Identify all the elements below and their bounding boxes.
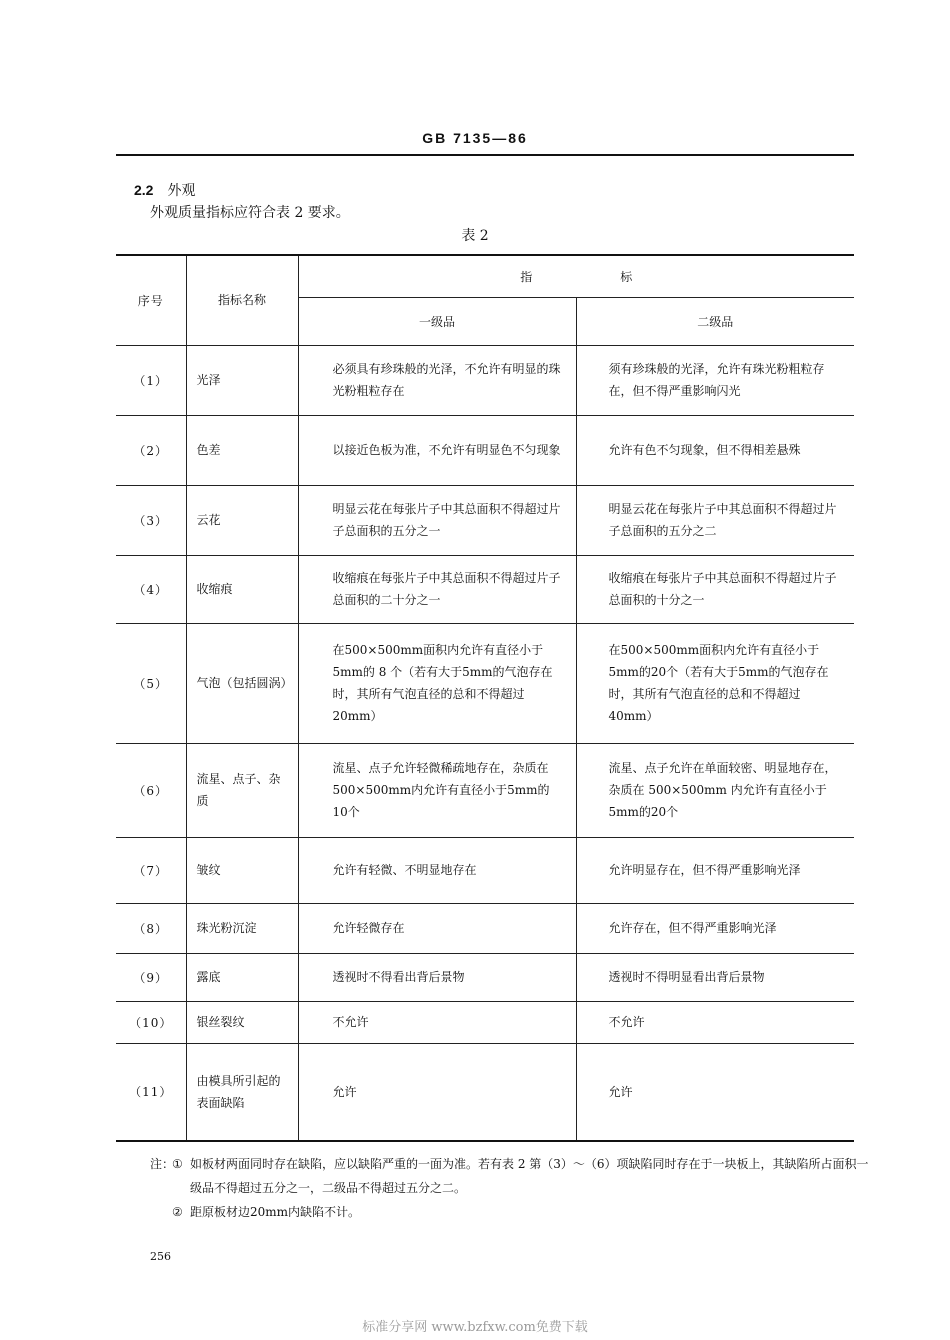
table-row	[116, 415, 854, 485]
row-grade1: 明显云花在每张片子中其总面积不得超过片子总面积的五分之一	[298, 485, 576, 555]
table-row	[116, 903, 854, 953]
note-item	[150, 1200, 880, 1224]
table-row	[116, 485, 854, 555]
row-grade2: 流星、点子允许在单面较密、明显地存在，杂质在 500×500mm 内允许有直径小于5mm的20个	[576, 743, 854, 837]
row-grade1: 不允许	[298, 1001, 576, 1043]
appearance-quality-table	[116, 254, 854, 1142]
table-notes	[150, 1152, 880, 1224]
row-name: 光泽	[186, 345, 298, 415]
row-grade2: 须有珍珠般的光泽，允许有珠光粉粗粒存在，但不得严重影响闪光	[576, 345, 854, 415]
row-number: （1）	[116, 345, 186, 415]
section-text: 外观质量指标应符合表 2 要求。	[150, 205, 350, 221]
row-number: （3）	[116, 485, 186, 555]
row-number: （11）	[116, 1043, 186, 1141]
row-name: 露底	[186, 953, 298, 1001]
table-row	[116, 555, 854, 623]
standard-code-header: GB 7135—86	[422, 130, 528, 146]
row-name: 流星、点子、杂质	[186, 743, 298, 837]
row-grade2: 允许有色不匀现象，但不得相差悬殊	[576, 415, 854, 485]
row-number: （5）	[116, 623, 186, 743]
row-grade1: 必须具有珍珠般的光泽，不允许有明显的珠光粉粗粒存在	[298, 345, 576, 415]
row-number: （6）	[116, 743, 186, 837]
header-grade1: 一级品	[298, 297, 576, 345]
row-name: 皱纹	[186, 837, 298, 903]
row-grade2: 明显云花在每张片子中其总面积不得超过片子总面积的五分之二	[576, 485, 854, 555]
row-grade1: 透视时不得看出背后景物	[298, 953, 576, 1001]
header-indicator-left: 指	[520, 269, 533, 284]
row-grade2: 收缩痕在每张片子中其总面积不得超过片子总面积的十分之一	[576, 555, 854, 623]
row-name: 色差	[186, 415, 298, 485]
note-text: 距原板材边20mm内缺陷不计。	[190, 1205, 361, 1219]
row-grade1: 以接近色板为准，不允许有明显色不匀现象	[298, 415, 576, 485]
header-rule	[116, 154, 854, 156]
row-number: （7）	[116, 837, 186, 903]
row-number: （2）	[116, 415, 186, 485]
row-grade2: 允许	[576, 1043, 854, 1141]
row-name: 由模具所引起的表面缺陷	[186, 1043, 298, 1141]
row-grade2: 在500×500mm面积内允许有直径小于5mm的20个（若有大于5mm的气泡存在时，其所有气泡直径的总和不得超过40mm）	[576, 623, 854, 743]
note-label: 注：	[150, 1157, 175, 1171]
row-grade1: 允许轻微存在	[298, 903, 576, 953]
row-number: （9）	[116, 953, 186, 1001]
row-name: 收缩痕	[186, 555, 298, 623]
note-item	[150, 1152, 880, 1200]
row-grade1: 在500×500mm面积内允许有直径小于5mm的 8 个（若有大于5mm的气泡存在时，其所有气泡直径的总和不得超过20mm）	[298, 623, 576, 743]
row-name: 珠光粉沉淀	[186, 903, 298, 953]
header-indicator-right: 标	[620, 269, 633, 284]
header-name: 指标名称	[186, 255, 298, 345]
row-name: 银丝裂纹	[186, 1001, 298, 1043]
row-grade2: 允许明显存在，但不得严重影响光泽	[576, 837, 854, 903]
row-number: （8）	[116, 903, 186, 953]
row-name: 气泡（包括圆涡）	[186, 623, 298, 743]
header-grade2: 二级品	[576, 297, 854, 345]
table-row	[116, 953, 854, 1001]
note-text: 如板材两面同时存在缺陷，应以缺陷严重的一面为准。若有表 2 第（3）～（6）项缺陷同时存在于一块板上，其缺陷所占面积一级品不得超过五分之一，二级品不得超过五分之二。	[190, 1157, 869, 1195]
row-grade2: 透视时不得明显看出背后景物	[576, 953, 854, 1001]
row-grade2: 不允许	[576, 1001, 854, 1043]
header-seq: 序号	[116, 255, 186, 345]
row-grade1: 允许有轻微、不明显地存在	[298, 837, 576, 903]
table-row	[116, 345, 854, 415]
table-row	[116, 1043, 854, 1141]
row-grade1: 允许	[298, 1043, 576, 1141]
section-number: 2.2	[134, 182, 154, 198]
header-indicator	[298, 255, 854, 297]
row-grade1: 流星、点子允许轻微稀疏地存在，杂质在500×500mm内允许有直径小于5mm的10个	[298, 743, 576, 837]
table-row	[116, 837, 854, 903]
table-row	[116, 1001, 854, 1043]
note-mark: ①	[172, 1157, 183, 1171]
row-grade1: 收缩痕在每张片子中其总面积不得超过片子总面积的二十分之一	[298, 555, 576, 623]
table-row	[116, 623, 854, 743]
table-row	[116, 743, 854, 837]
watermark: 标准分享网 www.bzfxw.com免费下载	[362, 1320, 588, 1335]
table-caption: 表 2	[461, 228, 489, 244]
section-heading	[134, 180, 195, 200]
note-mark: ②	[172, 1205, 183, 1219]
page-number: 256	[150, 1250, 171, 1263]
row-number: （4）	[116, 555, 186, 623]
row-grade2: 允许存在，但不得严重影响光泽	[576, 903, 854, 953]
row-number: （10）	[116, 1001, 186, 1043]
section-title: 外观	[167, 183, 196, 199]
row-name: 云花	[186, 485, 298, 555]
